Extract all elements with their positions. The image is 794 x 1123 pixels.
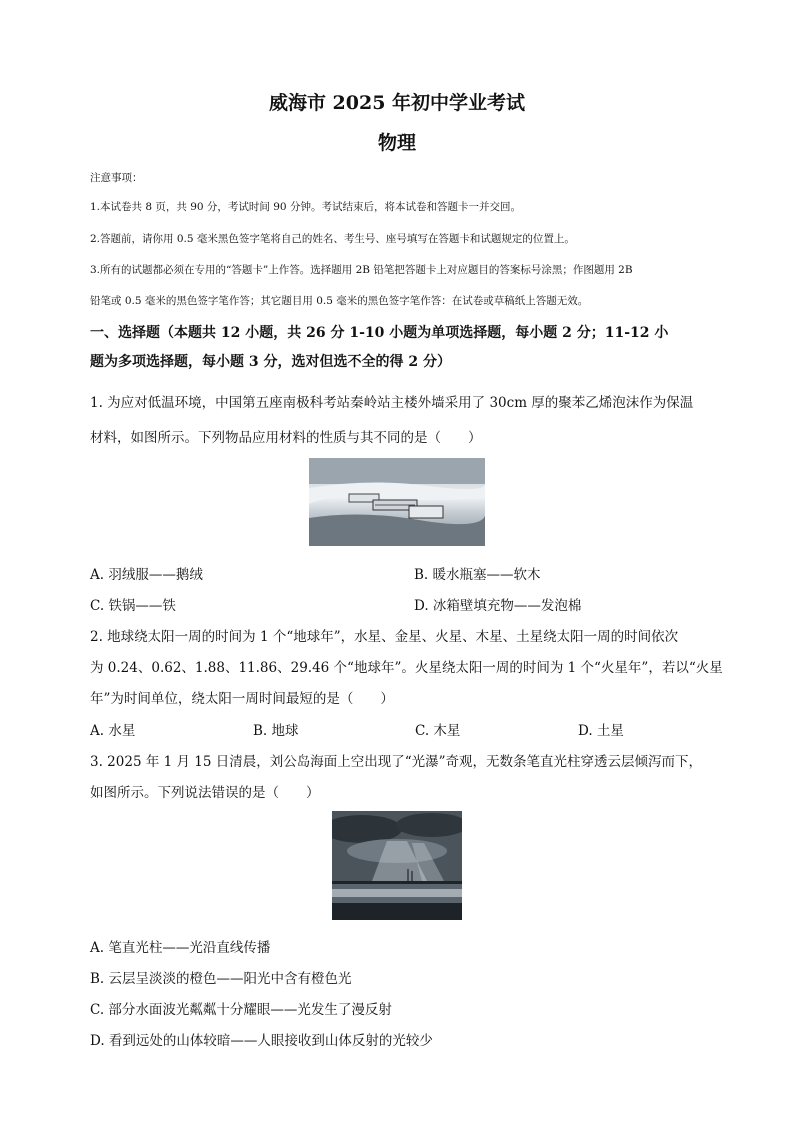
notes-heading: 注意事项： <box>90 172 143 184</box>
question-2-line: 为 0.24、0.62、1.88、11.86、29.46 个“地球年”。火星绕太阳一周的时间为 1 个“火星年”，若以“火星 <box>90 660 723 676</box>
option-1A: A. 羽绒服——鹅绒 <box>90 567 203 583</box>
question-2-line: 2. 地球绕太阳一周的时间为 1 个“地球年”，水星、金星、火星、木星、土星绕太阳一周的时间依次 <box>90 629 679 645</box>
note-item: 铅笔或 0.5 毫米的黑色签字笔作答；其它题目用 0.5 毫米的黑色签字笔作答：在试卷或草稿纸上答题无效。 <box>90 295 589 307</box>
option-3C: C. 部分水面波光粼粼十分耀眼——光发生了漫反射 <box>90 1002 392 1018</box>
option-2C: C. 木星 <box>415 723 461 739</box>
sea-light-rays-photo <box>332 811 462 920</box>
option-1C: C. 铁锅——铁 <box>90 598 176 614</box>
question-1-line: 1. 为应对低温环境，中国第五座南极科考站秦岭站主楼外墙采用了 30cm 厚的聚苯乙烯泡沫作为保温 <box>90 395 694 411</box>
option-2A: A. 水星 <box>90 723 136 739</box>
section-heading: 题为多项选择题，每小题 3 分，选对但选不全的得 2 分） <box>90 354 451 370</box>
question-3-line: 3. 2025 年 1 月 15 日清晨，刘公岛海面上空出现了“光瀑”奇观，无数条笔直光柱穿透云层倾泻而下， <box>90 754 703 770</box>
option-1B: B. 暖水瓶塞——软木 <box>414 567 541 583</box>
exam-title: 威海市 2025 年初中学业考试 <box>268 92 526 114</box>
option-1D: D. 冰箱壁填充物——发泡棉 <box>414 598 582 614</box>
note-item: 1.本试卷共 8 页，共 90 分，考试时间 90 分钟。考试结束后，将本试卷和答题卡一并交回。 <box>90 201 521 213</box>
question-1-line: 材料，如图所示。下列物品应用材料的性质与其不同的是（ ） <box>90 430 482 446</box>
question-2-line: 年”为时间单位，绕太阳一周时间最短的是（ ） <box>90 691 394 707</box>
note-item: 3.所有的试题都必须在专用的“答题卡”上作答。选择题用 2B 铅笔把答题卡上对应题目的答案标号涂黑；作图题用 2B <box>90 264 633 276</box>
option-3B: B. 云层呈淡淡的橙色——阳光中含有橙色光 <box>90 971 352 987</box>
subject-title: 物理 <box>377 132 416 154</box>
option-2B: B. 地球 <box>253 723 299 739</box>
section-heading: 一、选择题（本题共 12 小题，共 26 分 1-10 小题为单项选择题，每小题 2 分；11-12 小 <box>90 325 669 341</box>
option-3A: A. 笔直光柱——光沿直线传播 <box>90 940 271 956</box>
question-3-line: 如图所示。下列说法错误的是（ ） <box>90 785 320 801</box>
note-item: 2.答题前，请你用 0.5 毫米黑色签字笔将自己的姓名、考生号、座号填写在答题卡和试题规定的位置上。 <box>90 233 575 245</box>
antarctic-station-photo <box>309 458 485 546</box>
option-2D: D. 土星 <box>578 723 624 739</box>
option-3D: D. 看到远处的山体较暗——人眼接收到山体反射的光较少 <box>90 1033 433 1049</box>
